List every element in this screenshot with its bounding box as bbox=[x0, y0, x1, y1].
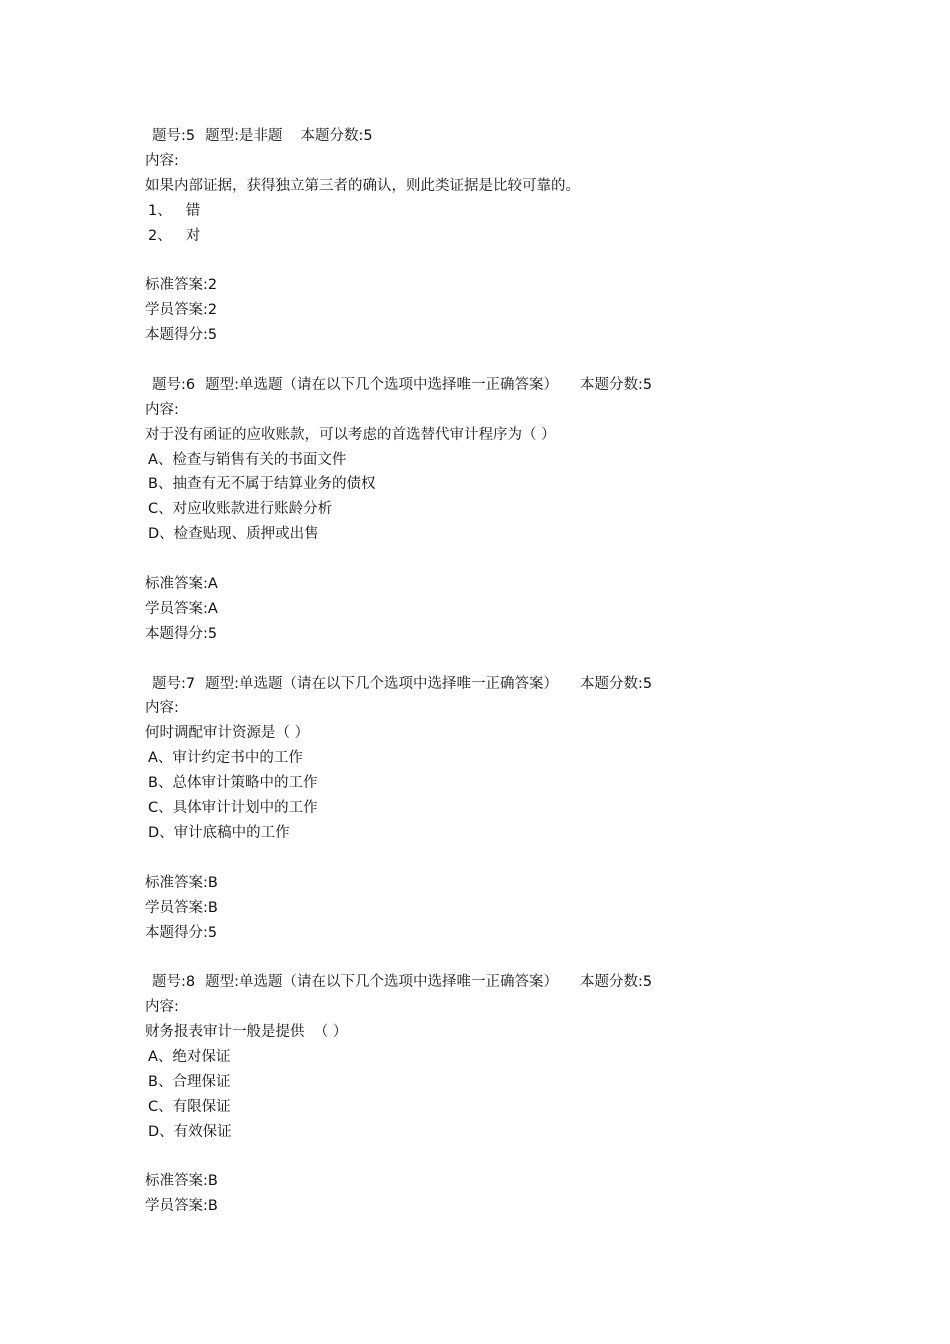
question-number: 题号:8 bbox=[152, 974, 196, 991]
content-label: 内容: bbox=[145, 999, 179, 1016]
question-header bbox=[145, 970, 845, 995]
question-score: 本题分数:5 bbox=[300, 128, 373, 144]
option bbox=[145, 1045, 845, 1070]
question-type: 题型:是非题 bbox=[205, 128, 283, 144]
option-text: 合理保证 bbox=[172, 1073, 231, 1090]
option bbox=[145, 199, 845, 224]
option-key: C、 bbox=[148, 501, 173, 518]
option bbox=[145, 497, 845, 522]
option bbox=[145, 796, 845, 821]
option-text: 总体审计策略中的工作 bbox=[172, 775, 318, 792]
option-key: A、 bbox=[148, 750, 173, 767]
option bbox=[145, 746, 845, 771]
student-answer: 学员答案:B bbox=[145, 899, 218, 916]
question-block bbox=[145, 672, 845, 971]
option-text: 抽查有无不属于结算业务的债权 bbox=[172, 476, 376, 493]
option-text: 对应收账款进行账龄分析 bbox=[172, 501, 333, 518]
option-key: C、 bbox=[148, 1098, 173, 1115]
option bbox=[145, 771, 845, 796]
question-header bbox=[145, 672, 845, 697]
question-number: 题号:6 bbox=[152, 376, 196, 393]
standard-answer: 标准答案:A bbox=[145, 576, 218, 593]
student-answer: 学员答案:2 bbox=[145, 302, 218, 319]
question-content: 财务报表审计一般是提供 （ ） bbox=[145, 1024, 348, 1041]
standard-answer: 标准答案:B bbox=[145, 1173, 218, 1190]
content-label: 内容: bbox=[145, 700, 179, 717]
option-key: A、 bbox=[148, 451, 173, 468]
question-type: 题型:单选题（请在以下几个选项中选择唯一正确答案） bbox=[205, 675, 559, 692]
blank-line bbox=[145, 945, 845, 970]
option-key: D、 bbox=[148, 824, 174, 841]
option-key: 1、 bbox=[148, 202, 172, 219]
option-key: C、 bbox=[148, 800, 173, 817]
option-key: 2、 bbox=[148, 227, 172, 244]
question-content: 何时调配审计资源是（ ） bbox=[145, 725, 310, 742]
earned-score: 本题得分:5 bbox=[145, 924, 218, 941]
option-key: B、 bbox=[148, 476, 173, 493]
option-key: A、 bbox=[148, 1048, 173, 1065]
question-header bbox=[145, 124, 845, 149]
question-score: 本题分数:5 bbox=[580, 974, 653, 991]
question-block bbox=[145, 373, 845, 672]
option-text: 有限保证 bbox=[172, 1098, 231, 1115]
content-label: 内容: bbox=[145, 152, 179, 169]
option-text: 错 bbox=[185, 202, 201, 219]
student-answer: 学员答案:B bbox=[145, 1198, 218, 1215]
question-number: 题号:7 bbox=[152, 675, 196, 692]
question-score: 本题分数:5 bbox=[580, 675, 653, 692]
standard-answer: 标准答案:B bbox=[145, 874, 218, 891]
blank-line bbox=[145, 846, 845, 871]
question-number: 题号:5 bbox=[152, 128, 196, 144]
document-page bbox=[145, 124, 845, 1219]
blank-line bbox=[145, 647, 845, 672]
question-content: 对于没有函证的应收账款，可以考虑的首选替代审计程序为（ ） bbox=[145, 426, 556, 443]
option-key: B、 bbox=[148, 775, 173, 792]
option bbox=[145, 821, 845, 846]
option bbox=[145, 1120, 845, 1145]
option bbox=[145, 1070, 845, 1095]
blank-line bbox=[145, 248, 845, 273]
option-key: D、 bbox=[148, 1123, 174, 1140]
option bbox=[145, 472, 845, 497]
student-answer: 学员答案:A bbox=[145, 600, 218, 617]
question-type: 题型:单选题（请在以下几个选项中选择唯一正确答案） bbox=[205, 376, 559, 393]
earned-score: 本题得分:5 bbox=[145, 625, 218, 642]
blank-line bbox=[145, 547, 845, 572]
question-score: 本题分数:5 bbox=[580, 376, 653, 393]
option bbox=[145, 448, 845, 473]
option-text: 检查与销售有关的书面文件 bbox=[172, 451, 347, 468]
earned-score: 本题得分:5 bbox=[145, 327, 218, 344]
question-content: 如果内部证据，获得独立第三者的确认，则此类证据是比较可靠的。 bbox=[145, 177, 580, 194]
standard-answer: 标准答案:2 bbox=[145, 277, 218, 294]
option-text: 检查贴现、质押或出售 bbox=[173, 526, 319, 543]
blank-line bbox=[145, 1145, 845, 1170]
option-key: B、 bbox=[148, 1073, 173, 1090]
blank-line bbox=[145, 348, 845, 373]
option-text: 对 bbox=[185, 227, 201, 244]
option-text: 绝对保证 bbox=[172, 1048, 231, 1065]
question-type: 题型:单选题（请在以下几个选项中选择唯一正确答案） bbox=[205, 974, 559, 991]
question-header bbox=[145, 373, 845, 398]
question-block bbox=[145, 124, 845, 373]
option-text: 有效保证 bbox=[173, 1123, 232, 1140]
question-block bbox=[145, 970, 845, 1219]
option bbox=[145, 224, 845, 249]
content-label: 内容: bbox=[145, 401, 179, 418]
option-key: D、 bbox=[148, 526, 174, 543]
option-text: 审计约定书中的工作 bbox=[172, 750, 303, 767]
option-text: 具体审计计划中的工作 bbox=[172, 800, 318, 817]
option bbox=[145, 1095, 845, 1120]
option bbox=[145, 522, 845, 547]
option-text: 审计底稿中的工作 bbox=[173, 824, 290, 841]
